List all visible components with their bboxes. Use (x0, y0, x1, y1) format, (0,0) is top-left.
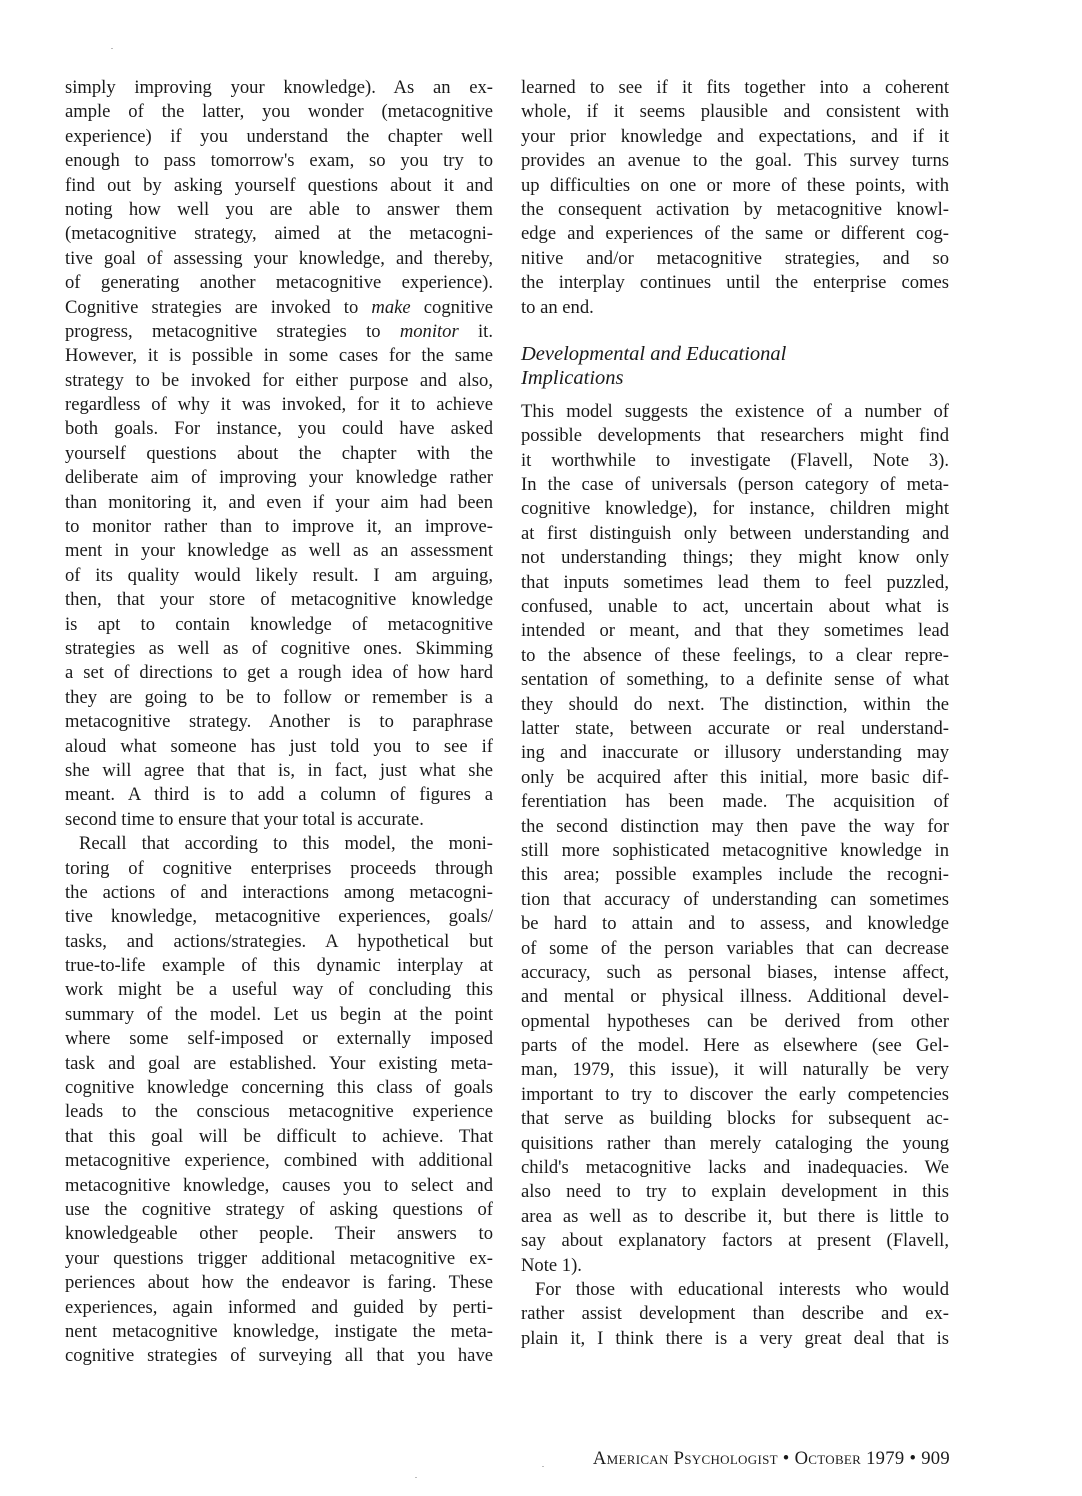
text-line: possible developments that researchers might find (521, 425, 949, 447)
text-line: both goals. For instance, you could have asked (65, 418, 493, 440)
text-line: of generating another metacognitive experience). (65, 272, 493, 294)
scan-speck (542, 1466, 544, 1467)
text-line: leads to the conscious metacognitive experience (65, 1101, 493, 1123)
paragraph-educational-interests (521, 1278, 949, 1351)
text-line: For those with educational interests who would (535, 1278, 949, 1300)
text-line: opmental hypotheses can be derived from other (521, 1010, 949, 1032)
text-line: only be acquired after this initial, more basic dif- (521, 766, 949, 788)
text-line: cognitive strategies of surveying all that you have (65, 1345, 493, 1367)
text-line: than monitoring it, and even if your aim had been (65, 491, 493, 513)
text-line: (metacognitive strategy, aimed at the metacogni- (65, 223, 493, 245)
text-line: metacognitive knowledge, causes you to select and (65, 1174, 493, 1196)
text-line: then, that your store of metacognitive knowledge (65, 589, 493, 611)
text-line: provides an avenue to the goal. This survey turns (521, 150, 949, 172)
text-line: strategies as well as of cognitive ones. Skimming (65, 637, 493, 659)
text-line: that this goal will be difficult to achieve. That (65, 1125, 493, 1147)
text-line: child's metacognitive lacks and inadequacies. We (521, 1157, 949, 1179)
text-line: is apt to contain knowledge of metacognitive (65, 613, 493, 635)
text-line: nent metacognitive knowledge, instigate the meta- (65, 1320, 493, 1342)
text-line: the second distinction may then pave the way for (521, 815, 949, 837)
text-line: task and goal are established. Your existing meta- (65, 1052, 493, 1074)
page-footer (522, 1448, 950, 1470)
text-line: periences about how the endeavor is faring. These (65, 1272, 493, 1294)
text-line: ample of the latter, you wonder (metacognitive (65, 101, 493, 123)
section-heading (521, 342, 949, 390)
text-line: noting how well you are able to answer them (65, 198, 493, 220)
text-line: use the cognitive strategy of asking questions of (65, 1198, 493, 1220)
text-line: be hard to attain and to assess, and knowledge (521, 913, 949, 935)
paragraph-survey (521, 76, 949, 320)
issue-date: October 1979 (794, 1448, 905, 1469)
text-line: tive goal of assessing your knowledge, and thereby, (65, 247, 493, 269)
left-column (65, 76, 493, 1369)
text-line: edge and experiences of the same or different cog- (521, 223, 949, 245)
text-line: learned to see if it fits together into a coherent (521, 77, 949, 98)
scan-speck (415, 1477, 417, 1478)
text-line: metacognitive experience, combined with additional (65, 1150, 493, 1172)
text-line: they are going to be to follow or remember is a (65, 686, 493, 708)
text-line: say about explanatory factors at present (Flavell, (521, 1230, 949, 1252)
text-line: the interplay continues until the enterprise comes (521, 272, 949, 294)
text-line: this area; possible examples include the recogni- (521, 864, 949, 886)
text-line: aloud what someone has just told you to see if (65, 735, 493, 757)
emphasized-word: make (371, 296, 411, 318)
text-line: ferentiation has been made. The acquisition of (521, 791, 949, 813)
text-line: simply improving your knowledge). As an ex- (65, 77, 493, 98)
text-line: still more sophisticated metacognitive knowledge in (521, 839, 949, 861)
text-line: rather assist development than describe and ex- (521, 1303, 949, 1325)
text-line: the actions of and interactions among metacogni- (65, 881, 493, 903)
text-line: knowledgeable other people. Their answers to (65, 1223, 493, 1245)
text-line: to monitor rather than to improve it, an improve- (65, 516, 493, 538)
text-line: tasks, and actions/strategies. A hypothetical but (65, 930, 493, 952)
text-line: quisitions rather than merely cataloging the young (521, 1132, 949, 1154)
footer-separator: • (782, 1448, 790, 1469)
text-line: ment in your knowledge as well as an assessment (65, 540, 493, 562)
text-line: she will agree that that is, in fact, just what she (65, 759, 493, 781)
text-line: This model suggests the existence of a number of (521, 400, 949, 422)
text-line: yourself questions about the chapter with the (65, 442, 493, 464)
text-line: important to try to discover the early competencies (521, 1083, 949, 1105)
text-line: to an end. (521, 296, 594, 318)
text-line: intended or meant, and that they sometimes lead (521, 620, 949, 642)
text-line: of some of the person variables that can decrease (521, 937, 949, 959)
text-line: sentation of something, to a definite sense of what (521, 669, 949, 691)
section-heading-line-2: Implications (521, 366, 624, 389)
text-line: enough to pass tomorrow's exam, so you try to (65, 150, 493, 172)
text-line: regardless of why it was invoked, for it to achieve (65, 394, 493, 416)
text-line: Recall that according to this model, the moni- (79, 833, 493, 855)
text-line: where some self-imposed or externally imposed (65, 1028, 493, 1050)
footer-separator: • (909, 1448, 917, 1469)
text-line: In the case of universals (person category of meta- (521, 474, 949, 496)
text-line: that inputs sometimes lead them to feel puzzled, (521, 571, 949, 593)
text-line: at first distinguish only between understanding and (521, 522, 949, 544)
text-line: not understanding things; they might know only (521, 547, 949, 569)
text-line: second time to ensure that your total is accurate. (65, 808, 424, 830)
text-line: strategy to be invoked for either purpose and also, (65, 369, 493, 391)
text-line: However, it is possible in some cases for the same (65, 345, 493, 367)
text-line: Note 1). (521, 1254, 582, 1276)
text-line: confused, unable to act, uncertain about what is (521, 596, 949, 618)
text-line: toring of cognitive enterprises proceeds through (65, 857, 493, 879)
paragraph-developmental-implications (521, 400, 949, 1278)
section-heading-line-1: Developmental and Educational (521, 342, 787, 365)
text-line-with-italic: progress, metacognitive strategies to monitor it. (65, 320, 493, 342)
text-line: a set of directions to get a rough idea of how hard (65, 662, 493, 684)
text-line: your prior knowledge and expectations, and if it (521, 125, 949, 147)
text-line: plain it, I think there is a very great deal that is (521, 1327, 949, 1349)
text-line: your questions trigger additional metacognitive ex- (65, 1247, 493, 1269)
text-line: meant. A third is to add a column of figures a (65, 784, 493, 806)
journal-name: American Psychologist (592, 1448, 778, 1469)
scan-speck (111, 48, 113, 49)
text-line: latter state, between accurate or real understand- (521, 717, 949, 739)
text-line: deliberate aim of improving your knowledge rather (65, 467, 493, 489)
text-line: man, 1979, this issue), it will naturally be very (521, 1059, 949, 1081)
text-line: cognitive knowledge), for instance, children might (521, 498, 949, 520)
text-line: ing and inaccurate or illusory understanding may (521, 742, 949, 764)
text-line: work might be a useful way of concluding this (65, 979, 493, 1001)
page-number: 909 (921, 1448, 950, 1469)
text-line: up difficulties on one or more of these points, with (521, 174, 949, 196)
text-line: tion that accuracy of understanding can sometimes (521, 888, 949, 910)
text-line: they should do next. The distinction, within the (521, 693, 949, 715)
text-line: true-to-life example of this dynamic interplay at (65, 955, 493, 977)
text-line: that serve as building blocks for subsequent ac- (521, 1108, 949, 1130)
text-line: of its quality would likely result. I am arguing, (65, 564, 493, 586)
text-line: accuracy, such as personal biases, intense affect, (521, 961, 949, 983)
text-line: parts of the model. Here as elsewhere (see Gel- (521, 1035, 949, 1057)
paragraph-metacognitive-strategies (65, 76, 493, 832)
text-line: summary of the model. Let us begin at the point (65, 1003, 493, 1025)
text-line: cognitive knowledge concerning this class of goals (65, 1077, 493, 1099)
text-line: the consequent activation by metacognitive knowl- (521, 198, 949, 220)
text-line: nitive and/or metacognitive strategies, and so (521, 247, 949, 269)
text-line: whole, if it seems plausible and consistent with (521, 101, 949, 123)
text-line: find out by asking yourself questions about it and (65, 174, 493, 196)
emphasized-word: monitor (399, 320, 459, 342)
text-line: and mental or physical illness. Additional devel- (521, 986, 949, 1008)
text-line: also need to try to explain development in this (521, 1181, 949, 1203)
text-line: to the absence of these feelings, to a clear repre- (521, 644, 949, 666)
text-line: metacognitive strategy. Another is to paraphrase (65, 711, 493, 733)
text-line: experience) if you understand the chapter well (65, 125, 493, 147)
text-line: tive knowledge, metacognitive experiences, goals/ (65, 906, 493, 928)
right-column (521, 76, 949, 1351)
text-line-with-italic: Cognitive strategies are invoked to make cognitive (65, 296, 493, 318)
text-line: experiences, again informed and guided by perti- (65, 1296, 493, 1318)
paragraph-dynamic-interplay (65, 832, 493, 1369)
text-line: it worthwhile to investigate (Flavell, Note 3). (521, 449, 949, 471)
text-line: area as well as to describe it, but there is little to (521, 1205, 949, 1227)
